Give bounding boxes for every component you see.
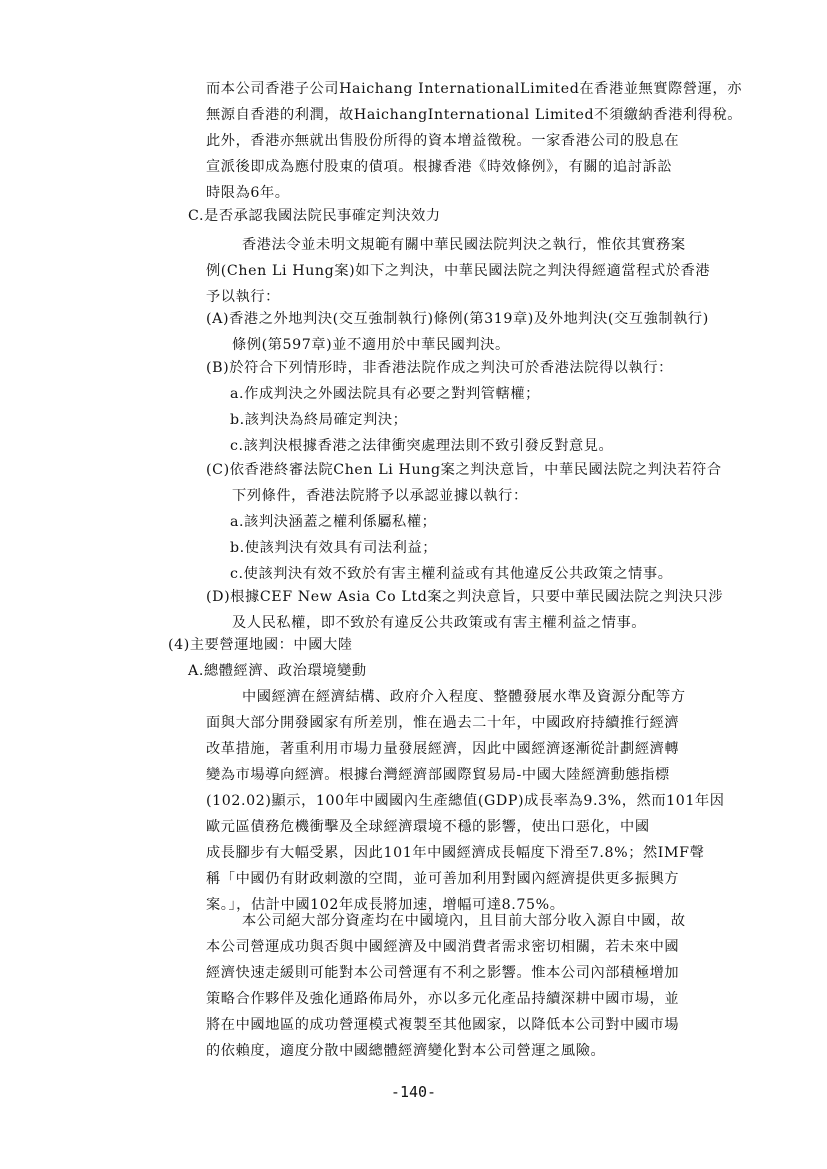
text-line: c.該判決根據香港之法律衝突處理法則不致引發反對意見。 [230, 438, 614, 454]
text-line: 條例(第597章)並不適用於中華民國判決。 [232, 337, 510, 353]
text-line: a.該判決涵蓋之權利係屬私權； [230, 514, 437, 530]
text-line: 予以執行： [206, 289, 280, 305]
heading-4a [188, 658, 367, 684]
text-line: (D)根據CEF New Asia Co Ltd案之判決意旨，只要中華民國法院之判決只涉 [206, 589, 724, 605]
paragraph-economy [206, 684, 725, 918]
text-line: 例(Chen Li Hung案)如下之判決，中華民國法院之判決得經適當程式於香港 [206, 263, 711, 279]
section-4-heading [168, 632, 353, 658]
text-line: 下列條件，香港法院將予以承認並據以執行： [232, 488, 528, 504]
text-line: 此外，香港亦無就出售股份所得的資本增益徵稅。一家香港公司的股息在 [206, 133, 680, 149]
text-line: 無源自香港的利潤，故HaichangInternational Limited不須繳納香港利得稅。 [206, 107, 743, 123]
text-line: 案。」，估計中國102年成長將加速，增幅可達8.75%。 [206, 897, 565, 913]
heading-text: (4)主要營運地國：中國大陸 [168, 637, 353, 653]
item-b [206, 355, 673, 459]
text-line: (C)依香港終審法院Chen Li Hung案之判決意旨，中華民國法院之判決若符合 [206, 462, 722, 478]
text-line: a.作成判決之外國法院具有必要之對判管轄權； [230, 386, 540, 402]
text-line: (A)香港之外地判決(交互強制執行)條例(第319章)及外地判決(交互強制執行) [206, 311, 709, 327]
text-line: b.使該判決有效具有司法利益； [230, 540, 438, 556]
text-line: 面與大部分開發國家有所差別，惟在過去二十年，中國政府持續推行經濟 [206, 715, 680, 731]
item-d [206, 584, 723, 636]
text-line: 歐元區債務危機衝擊及全球經濟環境不穩的影響，使出口惡化，中國 [206, 819, 650, 835]
text-line: 改革措施，著重利用市場力量發展經濟，因此中國經濟逐漸從計劃經濟轉 [206, 741, 680, 757]
text-line: 時限為6年。 [206, 185, 290, 201]
text-line: 本公司營運成功與否與中國經濟及中國消費者需求密切相關，若未來中國 [206, 939, 680, 955]
text-line: 中國經濟在經濟結構、政府介入程度、整體發展水準及資源分配等方 [242, 689, 686, 705]
text-line: 而本公司香港子公司Haichang InternationalLimited在香港並無實際營運，亦 [206, 81, 743, 97]
heading-text: C.是否承認我國法院民事確定判決效力 [188, 208, 441, 224]
heading-c [188, 203, 441, 229]
text-line: 策略合作夥伴及強化通路佈局外，亦以多元化產品持續深耕中國市場，並 [206, 991, 680, 1007]
text-line: 及人民私權，即不致於有違反公共政策或有害主權利益之情事。 [232, 615, 647, 631]
text-line: (B)於符合下列情形時，非香港法院作成之判決可於香港法院得以執行： [206, 360, 673, 376]
paragraph-c-intro [206, 232, 710, 310]
text-line: b.該判決為終局確定判決； [230, 412, 408, 428]
text-line: 經濟快速走緩則可能對本公司營運有不利之影響。惟本公司內部積極增加 [206, 965, 680, 981]
text-line: 香港法令並未明文規範有關中華民國法院判決之執行，惟依其實務案 [242, 237, 686, 253]
text-line: 本公司絕大部分資產均在中國境內，且目前大部分收入源自中國，故 [242, 913, 686, 929]
text-line: 變為市場導向經濟。根據台灣經濟部國際貿易局-中國大陸經濟動態指標 [206, 767, 670, 783]
heading-text: A.總體經濟、政治環境變動 [188, 663, 367, 679]
text-line: c.使該判決有效不致於有害主權利益或有其他違反公共政策之情事。 [230, 566, 673, 582]
page-number: -140- [390, 1083, 437, 1101]
text-line: 宣派後即成為應付股東的債項。根據香港《時效條例》，有關的追討訴訟 [206, 159, 673, 175]
text-line: 稱「中國仍有財政刺激的空間，並可善加利用對國內經濟提供更多振興方 [206, 871, 680, 887]
text-line: 將在中國地區的成功營運模式複製至其他國家，以降低本公司對中國市場 [206, 1017, 680, 1033]
paragraph-haichang-tax [206, 76, 742, 206]
item-a [206, 306, 709, 358]
paragraph-company [206, 908, 686, 1064]
text-line: (102.02)顯示，100年中國國內生產總值(GDP)成長率為9.3%，然而101年因 [206, 793, 725, 809]
text-line: 成長腳步有大幅受累，因此101年中國經濟成長幅度下滑至7.8%；然IMF聲 [206, 845, 705, 861]
item-c [206, 457, 722, 587]
text-line: 的依賴度，適度分散中國總體經濟變化對本公司營運之風險。 [206, 1043, 606, 1059]
